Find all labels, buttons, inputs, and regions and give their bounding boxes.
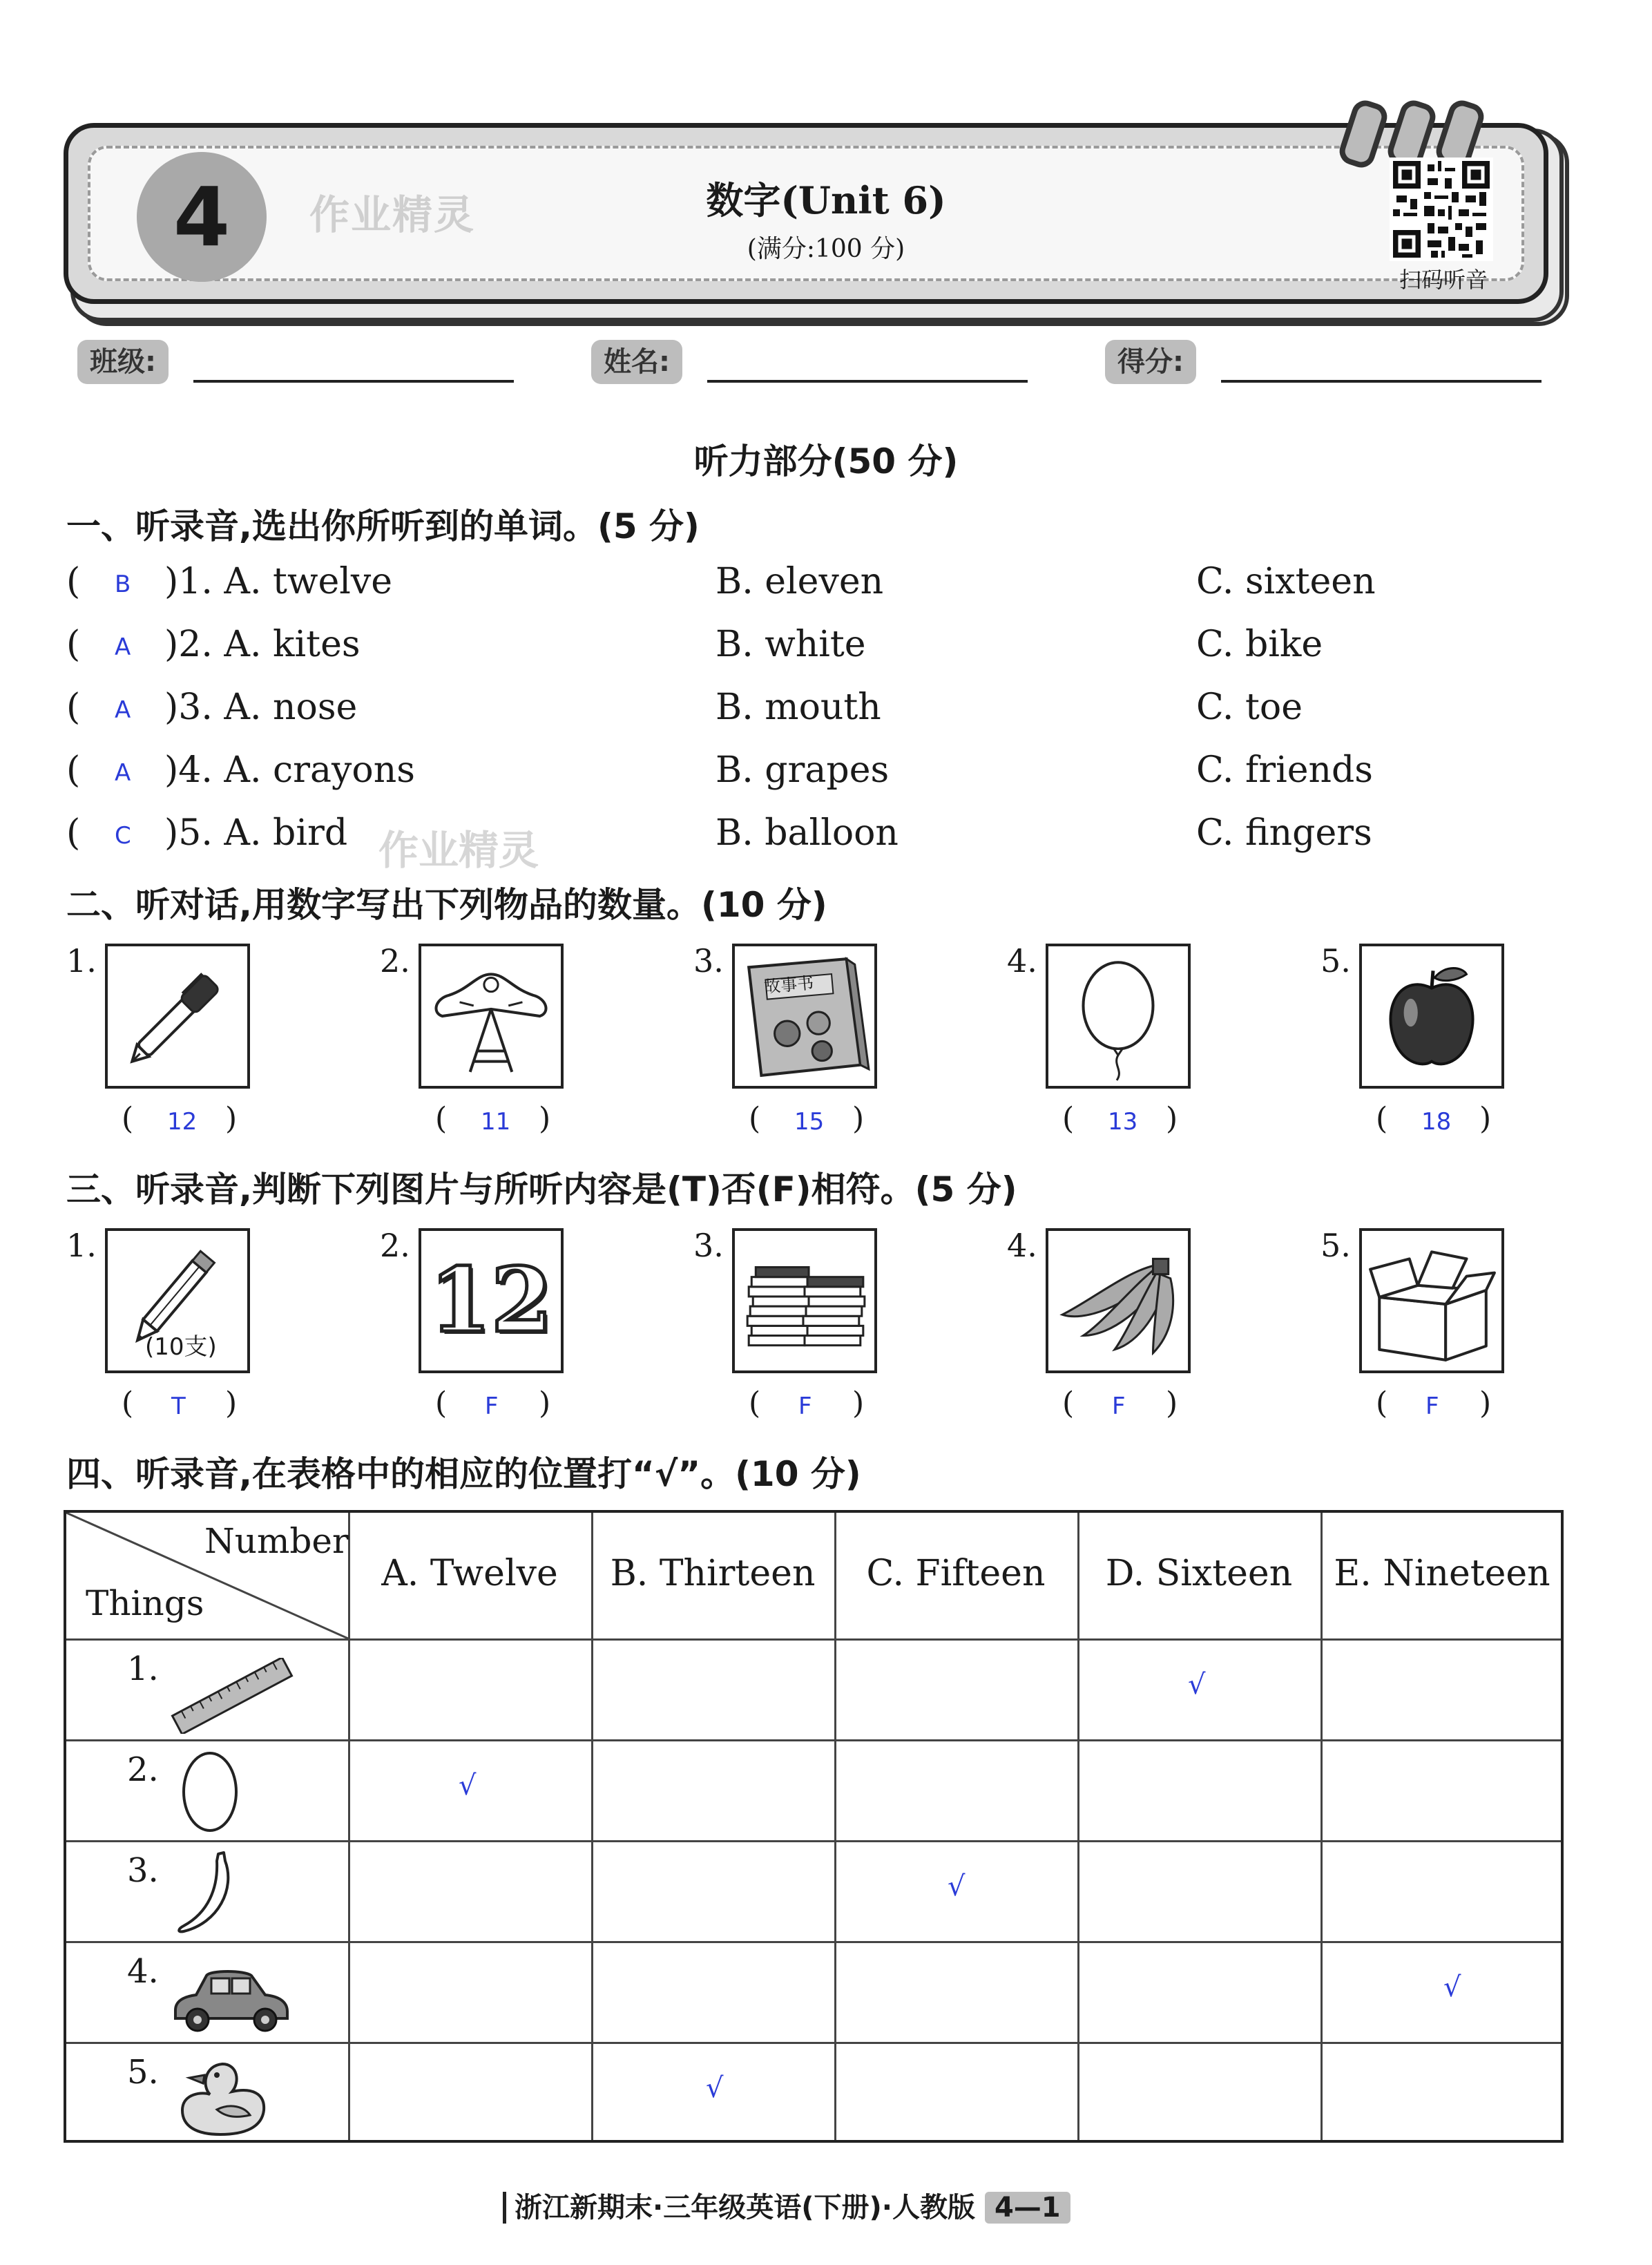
answer[interactable]: F — [798, 1393, 812, 1420]
unit-number-badge: 4 — [137, 152, 267, 282]
watermark: 作业精灵 — [378, 827, 539, 874]
answer[interactable]: 11 — [481, 1108, 511, 1136]
qr-label: 扫码听音 — [1399, 267, 1488, 293]
name-label: 姓名: — [591, 340, 682, 384]
check-mark[interactable]: √ — [459, 1770, 477, 1802]
watermark: 作业精灵 — [309, 191, 476, 238]
kite-icon — [419, 944, 564, 1089]
answer[interactable]: 13 — [1108, 1108, 1138, 1136]
section3-title: 三、听录音,判断下列图片与所听内容是(T)否(F)相符。(5 分) — [66, 1169, 1017, 1210]
bananas-icon — [1046, 1228, 1191, 1373]
page-number: 4—1 — [985, 2192, 1070, 2224]
answer[interactable]: A — [115, 633, 131, 661]
s1-question-4: ( A )4. A. crayons B. grapes C. friends — [66, 749, 1373, 791]
egg-icon — [175, 1746, 244, 1836]
pencil-caption: (10支) — [145, 1333, 217, 1361]
qr-code-icon[interactable] — [1390, 157, 1493, 261]
section4-title: 四、听录音,在表格中的相应的位置打“√”。(10 分) — [66, 1454, 861, 1494]
part-title: 听力部分(50 分) — [693, 441, 959, 481]
books-stack-icon — [732, 1228, 877, 1373]
apple-icon — [1359, 944, 1504, 1089]
corner-things-label: Things — [86, 1583, 204, 1623]
storybook-icon — [732, 944, 877, 1089]
answer[interactable]: 12 — [167, 1108, 198, 1136]
answer[interactable]: A — [115, 696, 131, 724]
page-title: 数字(Unit 6) — [706, 178, 946, 222]
answer[interactable]: C — [115, 822, 131, 850]
column-header: D. Sixteen — [1105, 1553, 1293, 1594]
section1-title: 一、听录音,选出你所听到的单词。(5 分) — [66, 506, 700, 546]
duck-icon — [169, 2052, 272, 2141]
box-icon — [1359, 1228, 1504, 1373]
page-subtitle: (满分:100 分) — [747, 235, 905, 263]
answer[interactable]: B — [115, 571, 131, 598]
score-field[interactable] — [1221, 380, 1541, 383]
answer[interactable]: A — [115, 759, 131, 787]
pen-icon — [105, 944, 250, 1089]
score-label: 得分: — [1105, 340, 1196, 384]
answer[interactable]: F — [485, 1393, 499, 1420]
answer[interactable]: F — [1425, 1393, 1439, 1420]
s1-question-3: ( A )3. A. nose B. mouth C. toe — [66, 687, 1303, 728]
answer[interactable]: F — [1112, 1393, 1126, 1420]
book-text: 故事书 — [763, 973, 815, 997]
corner-number-label: Number — [204, 1521, 349, 1561]
balloon-icon — [1046, 944, 1191, 1089]
ruler-icon — [163, 1658, 301, 1734]
s1-question-2: ( A )2. A. kites B. white C. bike — [66, 624, 1323, 665]
name-field[interactable] — [707, 380, 1028, 383]
footer-text: 浙江新期末·三年级英语(下册)·人教版 — [503, 2192, 975, 2224]
column-header: B. Thirteen — [610, 1553, 816, 1594]
column-header: C. Fifteen — [866, 1553, 1046, 1594]
check-mark[interactable]: √ — [706, 2072, 724, 2104]
class-label: 班级: — [77, 340, 169, 384]
column-header: A. Twelve — [381, 1553, 558, 1594]
number-12-icon: 12 — [419, 1228, 564, 1373]
s1-question-5: ( C )5. A. bird B. balloon C. fingers — [66, 812, 1372, 854]
answer[interactable]: 18 — [1421, 1108, 1452, 1136]
answer[interactable]: 15 — [794, 1108, 825, 1136]
section2-title: 二、听对话,用数字写出下列物品的数量。(10 分) — [66, 885, 827, 925]
footer — [503, 2187, 1070, 2228]
answer[interactable]: T — [171, 1393, 186, 1420]
class-field[interactable] — [193, 380, 514, 383]
car-icon — [169, 1962, 293, 2038]
check-mark[interactable]: √ — [1443, 1971, 1461, 2003]
answer-table: Number Things A. Twelve B. Thirteen C. Fifteen D. Sixteen E. Nineteen 1. 2. 3. 4. 5. √ √ √ √ √ — [64, 1510, 1564, 2143]
s1-question-1: ( B )1. A. twelve B. eleven C. sixteen — [66, 561, 1376, 602]
banana-icon — [170, 1847, 239, 1937]
check-mark[interactable]: √ — [948, 1871, 966, 1902]
column-header: E. Nineteen — [1334, 1553, 1550, 1594]
check-mark[interactable]: √ — [1188, 1669, 1206, 1701]
